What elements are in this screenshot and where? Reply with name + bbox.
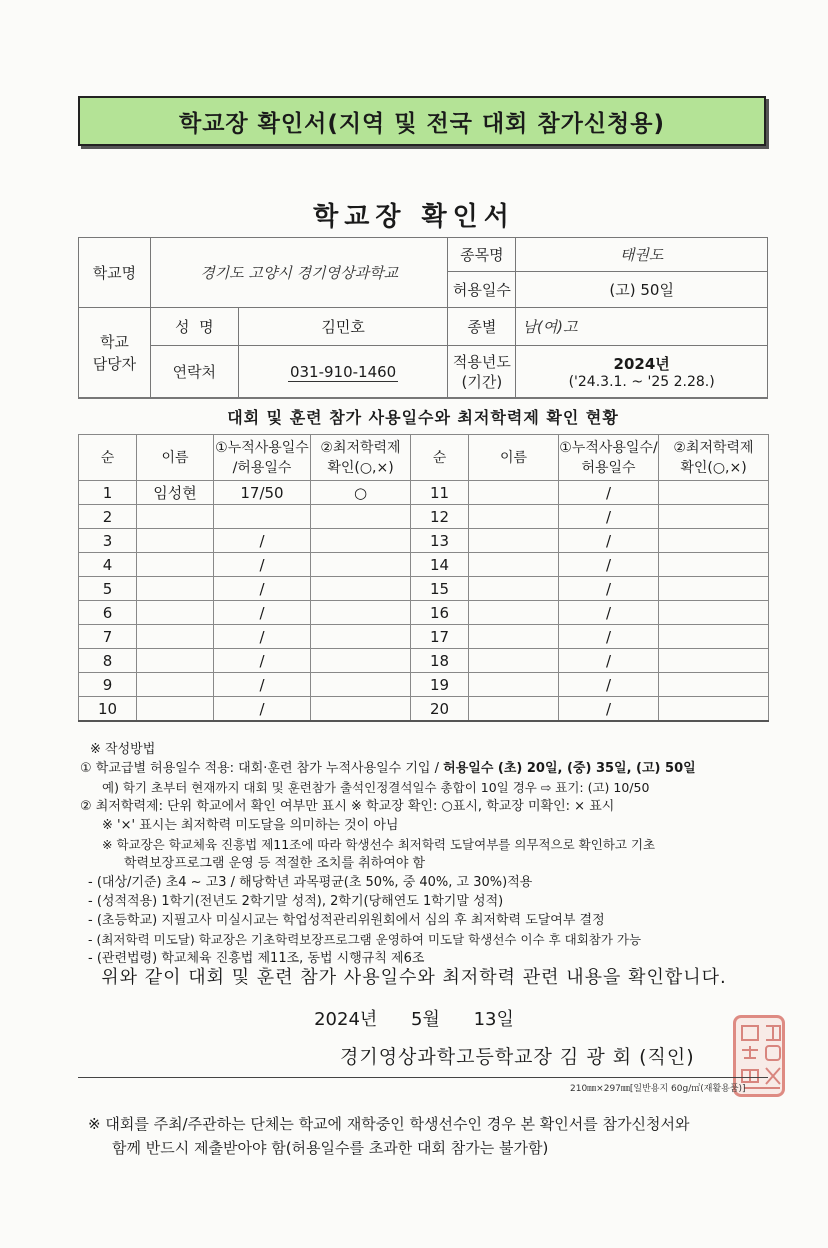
row-check-right bbox=[659, 625, 769, 649]
row-name-right bbox=[469, 673, 559, 697]
row-name-right bbox=[469, 601, 559, 625]
header-check-right: ②최저학력제 확인(○,×) bbox=[659, 435, 769, 481]
row-name-left bbox=[137, 553, 214, 577]
row-days-left: / bbox=[214, 673, 311, 697]
row-check-right bbox=[659, 673, 769, 697]
date-day: 13일 bbox=[473, 1009, 514, 1030]
row-days-right: / bbox=[559, 577, 659, 601]
note-6: - (성적적용) 1학기(전년도 2학기말 성적), 2학기(당해연도 1학기말 성적) bbox=[88, 894, 504, 909]
row-days-left: / bbox=[214, 649, 311, 673]
row-days-left: 17/50 bbox=[214, 481, 311, 505]
row-no-right: 13 bbox=[411, 529, 469, 553]
note-5: - (대상/기준) 초4 ~ 고3 / 해당학년 과목평균(초 50%, 중 40%, 고 30%)적용 bbox=[88, 875, 533, 890]
note-7: - (초등학교) 지필고사 미실시교는 학업성적관리위원회에서 심의 후 최저학력 도달여부 결정 bbox=[88, 913, 605, 928]
row-no-right: 11 bbox=[411, 481, 469, 505]
table-row bbox=[79, 625, 769, 649]
allowed-days-label: 허용일수 bbox=[448, 272, 516, 308]
table-row bbox=[79, 697, 769, 722]
row-no-right: 20 bbox=[411, 697, 469, 722]
header-days-right: ①누적사용일수/ 허용일수 bbox=[559, 435, 659, 481]
row-name-left: 임성현 bbox=[137, 481, 214, 505]
footer-divider bbox=[78, 1077, 768, 1078]
table-row bbox=[79, 505, 769, 529]
name-label: 성 명 bbox=[150, 308, 238, 346]
note-1-text: ① 학교급별 허용일수 적용: 대회·훈련 참가 누적사용일수 기입 / bbox=[80, 761, 444, 776]
table-row bbox=[79, 553, 769, 577]
contact-number: 031-910-1460 bbox=[289, 362, 397, 381]
category-label: 종별 bbox=[448, 308, 516, 346]
row-days-right: / bbox=[559, 505, 659, 529]
note-1-bold: 허용일수 (초) 20일, (중) 35일, (고) 50일 bbox=[443, 761, 696, 776]
row-no-left: 1 bbox=[79, 481, 137, 505]
note-1-example: 예) 학기 초부터 현재까지 대회 및 훈련참가 출석인정결석일수 총합이 10일 경우 ⇨ 표기: (고) 10/50 bbox=[102, 780, 650, 795]
row-days-left: / bbox=[214, 553, 311, 577]
note-3: ※ '×' 표시는 최저학력 미도달을 의미하는 것이 아님 bbox=[102, 818, 399, 833]
row-no-left: 5 bbox=[79, 577, 137, 601]
year-value: 2024년 bbox=[613, 355, 670, 373]
row-check-left bbox=[311, 577, 411, 601]
row-days-right: / bbox=[559, 601, 659, 625]
row-name-left bbox=[137, 625, 214, 649]
school-label: 학교명 bbox=[79, 238, 151, 308]
date-month: 5월 bbox=[411, 1009, 440, 1030]
instructions bbox=[80, 740, 780, 968]
header-no-right: 순 bbox=[411, 435, 469, 481]
note-2: ② 최저학력제: 단위 학교에서 확인 여부만 표시 ※ 학교장 확인: ○표시, 학교장 미확인: × 표시 bbox=[80, 799, 615, 814]
row-no-right: 14 bbox=[411, 553, 469, 577]
header-no-left: 순 bbox=[79, 435, 137, 481]
row-days-left: / bbox=[214, 625, 311, 649]
row-days-right: / bbox=[559, 553, 659, 577]
row-no-left: 8 bbox=[79, 649, 137, 673]
submission-note-line1: ※ 대회를 주최/주관하는 단체는 학교에 재학중인 학생선수인 경우 본 확인서를 참가신청서와 bbox=[88, 1115, 690, 1133]
contact-label: 연락처 bbox=[150, 346, 238, 398]
paper-spec: 210㎜×297㎜[일반용지 60g/㎡(재활용품)] bbox=[570, 1084, 746, 1094]
note-4: ※ 학교장은 학교체육 진흥법 제11조에 따라 학생선수 최저학력 도달여부를 의무적으로 확인하고 기초 bbox=[102, 837, 656, 852]
category-value: 남(여)고 bbox=[516, 308, 768, 346]
row-days-right: / bbox=[559, 529, 659, 553]
row-days-left: / bbox=[214, 601, 311, 625]
row-days-right: / bbox=[559, 625, 659, 649]
row-check-right bbox=[659, 649, 769, 673]
row-no-left: 3 bbox=[79, 529, 137, 553]
allowed-days-value: (고) 50일 bbox=[516, 272, 768, 308]
year-cell bbox=[516, 346, 768, 398]
note-9: - (관련법령) 학교체육 진흥법 제11조, 동법 시행규칙 제6조 bbox=[88, 951, 425, 966]
row-check-left bbox=[311, 697, 411, 722]
submission-note bbox=[88, 1112, 778, 1160]
row-name-right bbox=[469, 553, 559, 577]
row-days-left: / bbox=[214, 529, 311, 553]
form-banner: 학교장 확인서(지역 및 전국 대회 참가신청용) bbox=[78, 96, 766, 146]
row-name-right bbox=[469, 625, 559, 649]
row-no-left: 9 bbox=[79, 673, 137, 697]
contact-value bbox=[238, 346, 448, 398]
row-no-left: 10 bbox=[79, 697, 137, 722]
row-no-right: 17 bbox=[411, 625, 469, 649]
row-no-left: 2 bbox=[79, 505, 137, 529]
row-days-right: / bbox=[559, 697, 659, 722]
row-name-left bbox=[137, 697, 214, 722]
row-check-left bbox=[311, 553, 411, 577]
school-info-table bbox=[78, 237, 768, 398]
row-check-left bbox=[311, 505, 411, 529]
row-check-right bbox=[659, 529, 769, 553]
row-name-right bbox=[469, 577, 559, 601]
sport-label: 종목명 bbox=[448, 238, 516, 272]
row-name-left bbox=[137, 673, 214, 697]
table-row bbox=[79, 649, 769, 673]
row-name-right bbox=[469, 649, 559, 673]
row-check-left bbox=[311, 529, 411, 553]
period-value: ('24.3.1. ~ '25 2.28.) bbox=[568, 374, 715, 390]
table-row bbox=[79, 529, 769, 553]
row-check-right bbox=[659, 601, 769, 625]
header-check-left: ②최저학력제 확인(○,×) bbox=[311, 435, 411, 481]
row-no-right: 15 bbox=[411, 577, 469, 601]
row-days-left bbox=[214, 505, 311, 529]
header-days-left: ①누적사용일수 /허용일수 bbox=[214, 435, 311, 481]
row-name-left bbox=[137, 529, 214, 553]
row-name-left bbox=[137, 601, 214, 625]
row-no-left: 6 bbox=[79, 601, 137, 625]
row-name-right bbox=[469, 505, 559, 529]
participation-table bbox=[78, 434, 769, 722]
row-no-right: 12 bbox=[411, 505, 469, 529]
row-name-left bbox=[137, 505, 214, 529]
year-label: 적용년도 (기간) bbox=[448, 346, 516, 398]
notes-heading: ※ 작성방법 bbox=[90, 742, 156, 757]
confirmation-statement: 위와 같이 대회 및 훈련 참가 사용일수와 최저학력 관련 내용을 확인합니다. bbox=[101, 967, 727, 988]
document-title: 학교장 확인서 bbox=[313, 202, 515, 232]
row-days-right: / bbox=[559, 673, 659, 697]
row-check-right bbox=[659, 505, 769, 529]
row-check-left bbox=[311, 625, 411, 649]
note-8: - (최저학력 미도달) 학교장은 기초학력보장프로그램 운영하여 미도달 학생선수 이수 후 대회참가 가능 bbox=[88, 932, 642, 947]
table-row bbox=[79, 577, 769, 601]
table-row bbox=[79, 601, 769, 625]
row-name-left bbox=[137, 649, 214, 673]
issue-date bbox=[0, 1005, 828, 1031]
table-row bbox=[79, 481, 769, 505]
row-no-left: 4 bbox=[79, 553, 137, 577]
row-days-right: / bbox=[559, 649, 659, 673]
header-name-right: 이름 bbox=[469, 435, 559, 481]
note-4-cont: 학력보장프로그램 운영 등 적절한 조치를 취하여야 함 bbox=[124, 856, 426, 871]
row-no-right: 18 bbox=[411, 649, 469, 673]
row-check-right bbox=[659, 697, 769, 722]
row-days-left: / bbox=[214, 577, 311, 601]
submission-note-line2: 함께 반드시 제출받아야 함(허용일수를 초과한 대회 참가는 불가함) bbox=[112, 1139, 549, 1157]
note-1 bbox=[80, 759, 780, 778]
principal-signature: 경기영상과학고등학교장 김 광 회 (직인) bbox=[340, 1046, 695, 1068]
row-check-right bbox=[659, 553, 769, 577]
manager-label: 학교 담당자 bbox=[79, 308, 151, 398]
row-days-left: / bbox=[214, 697, 311, 722]
row-name-right bbox=[469, 697, 559, 722]
row-check-left bbox=[311, 649, 411, 673]
row-name-left bbox=[137, 577, 214, 601]
section-title: 대회 및 훈련 참가 사용일수와 최저학력제 확인 현황 bbox=[78, 398, 768, 434]
row-days-right: / bbox=[559, 481, 659, 505]
row-check-left: ○ bbox=[311, 481, 411, 505]
manager-name: 김민호 bbox=[238, 308, 448, 346]
school-name: 경기도 고양시 경기영상과학교 bbox=[150, 238, 448, 308]
row-check-left bbox=[311, 601, 411, 625]
table-row bbox=[79, 673, 769, 697]
row-check-right bbox=[659, 481, 769, 505]
sport-value: 태권도 bbox=[516, 238, 768, 272]
row-no-right: 16 bbox=[411, 601, 469, 625]
date-year: 2024년 bbox=[314, 1009, 378, 1030]
row-name-right bbox=[469, 481, 559, 505]
row-name-right bbox=[469, 529, 559, 553]
header-name-left: 이름 bbox=[137, 435, 214, 481]
row-check-left bbox=[311, 673, 411, 697]
row-check-right bbox=[659, 577, 769, 601]
row-no-right: 19 bbox=[411, 673, 469, 697]
row-no-left: 7 bbox=[79, 625, 137, 649]
